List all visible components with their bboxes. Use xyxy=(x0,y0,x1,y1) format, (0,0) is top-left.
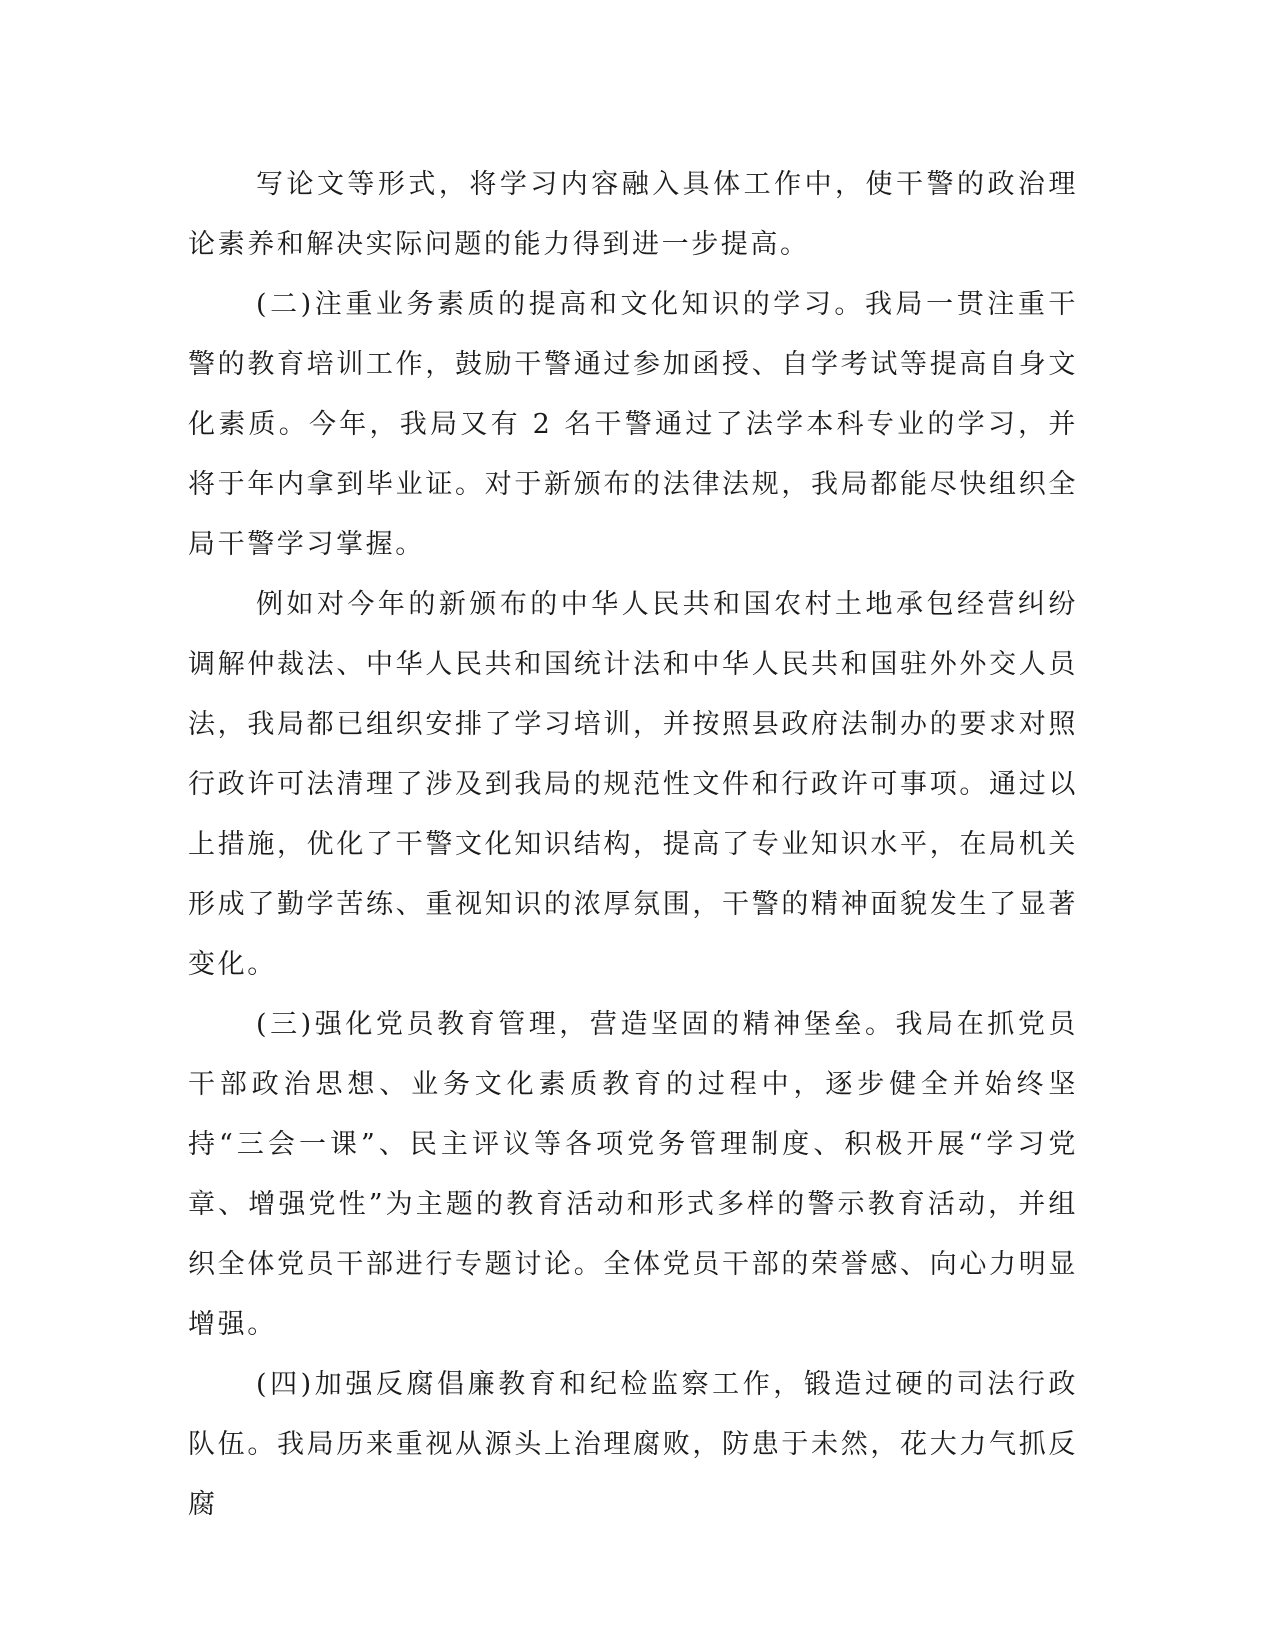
text-line: ，我局都已组织安排了学习培训，并按照县政府法制办的要求对照行 xyxy=(188,709,1078,800)
text-line: 年内拿到毕业证。对于新颁布的法律法规，我局都能尽快组织全局干 xyxy=(188,469,1078,560)
text-line: 素质。今年，我局又有 2 名干警通过了法学本科专业的学习，并将于 xyxy=(188,409,1078,500)
text-line: 性”为主题的教育活动和形式多样的警示教育活动，并组织全体党员干 xyxy=(188,1189,1078,1280)
text-line: (三)强化党员教育管理，营造坚固的精神堡垒。我局在抓党员干 xyxy=(188,1009,1078,1100)
paragraph-5 xyxy=(188,1355,1078,1535)
text-line: 警学习掌握。 xyxy=(247,529,425,560)
paragraph-3 xyxy=(188,575,1078,995)
paragraph-1 xyxy=(188,155,1078,275)
text-line: 的教育培训工作，鼓励干警通过参加函授、自学考试等提高自身文化 xyxy=(188,349,1078,440)
paragraph-4 xyxy=(188,995,1078,1355)
text-line: 部政治思想、业务文化素质教育的过程中，逐步健全并始终坚持“三会 xyxy=(188,1069,1078,1160)
text-line: (二)注重业务素质的提高和文化知识的学习。我局一贯注重干警 xyxy=(188,289,1078,380)
text-line: 化。 xyxy=(217,949,277,980)
text-line: 一课”、民主评议等各项党务管理制度、积极开展“学习党章、增强党 xyxy=(188,1129,1079,1220)
text-line: 伍。我局历来重视从源头上治理腐败，防患于未然，花大力气抓反腐 xyxy=(188,1429,1078,1520)
text-line: 成了勤学苦练、重视知识的浓厚氛围，干警的精神面貌发生了显著变 xyxy=(188,889,1078,980)
text-line: 解仲裁法、中华人民共和国统计法和中华人民共和国驻外外交人员法 xyxy=(188,649,1078,740)
text-line: 素养和解决实际问题的能力得到进一步提高。 xyxy=(217,229,810,260)
text-line: 例如对今年的新颁布的中华人民共和国农村土地承包经营纠纷调 xyxy=(188,589,1078,680)
text-line: 写论文等形式，将学习内容融入具体工作中，使干警的政治理论 xyxy=(188,169,1078,260)
text-line: (四)加强反腐倡廉教育和纪检监察工作，锻造过硬的司法行政队 xyxy=(188,1369,1078,1460)
text-line: 政许可法清理了涉及到我局的规范性文件和行政许可事项。通过以上 xyxy=(188,769,1078,860)
document-body xyxy=(188,155,1078,1535)
text-line: 措施，优化了干警文化知识结构，提高了专业知识水平，在局机关形 xyxy=(188,829,1078,920)
text-line: 部进行专题讨论。全体党员干部的荣誉感、向心力明显增强。 xyxy=(188,1249,1078,1340)
paragraph-2 xyxy=(188,275,1078,575)
